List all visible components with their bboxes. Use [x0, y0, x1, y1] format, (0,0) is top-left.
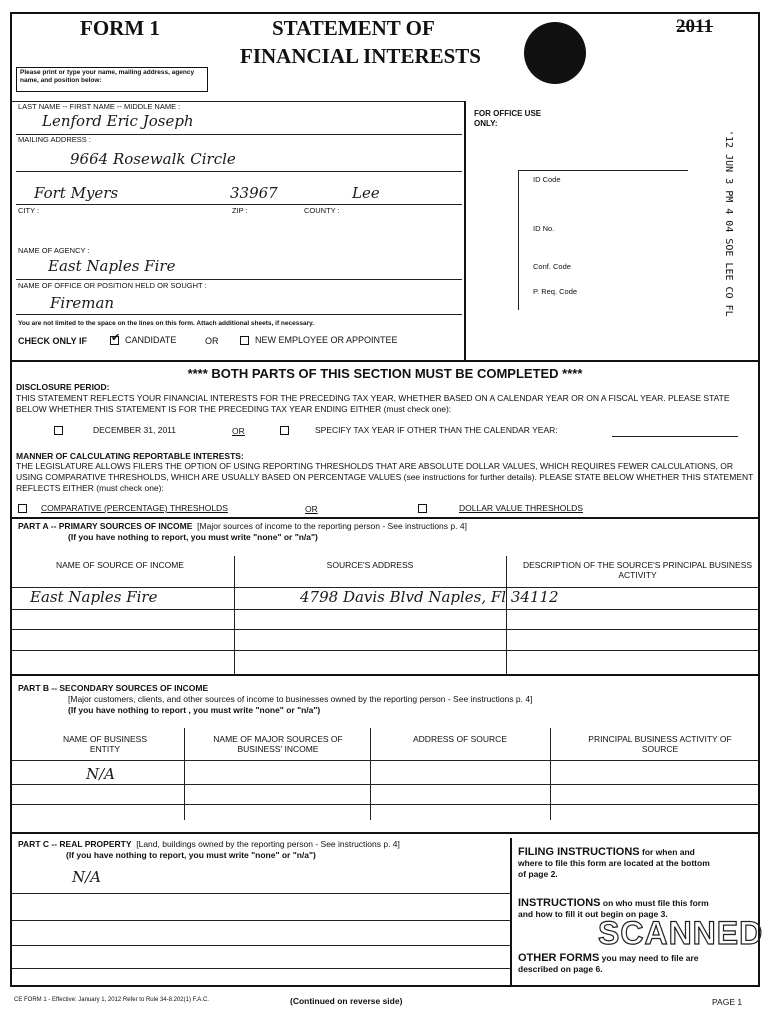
- office-line: [16, 314, 462, 315]
- instructions-title: INSTRUCTIONS: [518, 897, 601, 909]
- part-b-col-entity: NAME OF BUSINESS ENTITY: [62, 734, 148, 754]
- candidate-checkbox[interactable]: [110, 332, 121, 345]
- address-line: [16, 171, 462, 172]
- part-b-col-address: ADDRESS OF SOURCE: [413, 734, 507, 744]
- manner-title: MANNER OF CALCULATING REPORTABLE INTERESTS:: [16, 451, 244, 461]
- col-divider: [184, 728, 185, 820]
- id-code-label: ID Code: [533, 175, 561, 184]
- id-no-label: ID No.: [533, 224, 555, 233]
- part-c-row1[interactable]: N/A: [72, 868, 102, 886]
- dec31-label: DECEMBER 31, 2011: [93, 425, 176, 435]
- county-label: COUNTY :: [304, 206, 340, 215]
- page-number: PAGE 1: [712, 997, 743, 1007]
- scanned-stamp: SCANNED: [598, 915, 764, 951]
- part-a-col-name: NAME OF SOURCE OF INCOME: [56, 560, 184, 570]
- office-use-label: FOR OFFICE USE ONLY:: [474, 109, 542, 128]
- other-forms-title: OTHER FORMS: [518, 952, 600, 964]
- comparative-option[interactable]: [18, 503, 228, 513]
- other-forms-text: you may need to file are described on page 6.: [518, 953, 699, 974]
- address-value[interactable]: 9664 Rosewalk Circle: [70, 150, 236, 168]
- space-note: You are not limited to the space on the lines on this form. Attach additional sheets, if necessary.: [18, 320, 315, 327]
- p-req-code-label: P. Req. Code: [533, 287, 578, 296]
- part-b-note1: [Major customers, clients, and other sources of income to businesses owned by the reporting person - See instructions p. 4]: [68, 694, 533, 704]
- zip-label: ZIP :: [232, 206, 248, 215]
- part-c-title-row: [18, 839, 400, 849]
- col-divider: [234, 556, 235, 674]
- manner-text: THE LEGISLATURE ALLOWS FILERS THE OPTION OF USING REPORTING THRESHOLDS THAT ARE ABSOLUTE DOLLAR VALUES, WHICH REQUIRES FEWER CALCULATIONS, OR USING COMPARATIVE THRESHOLDS, WHICH ARE USUALLY BASED ON PERCENTAGE VALUES (see instructions for further details). PLEASE STATE BELOW WHETHER THIS STATEMENT REFLECTS EITHER (must check one):: [16, 461, 754, 493]
- footer-form-ref: CE FORM 1 - Effective: January 1, 2012 Refer to Rule 34-8.202(1) F.A.C.: [14, 997, 209, 1003]
- part-b-title: PART B -- SECONDARY SOURCES OF INCOME: [18, 683, 209, 693]
- dec31-checkbox[interactable]: [54, 426, 63, 435]
- form-title-line1: STATEMENT OF: [272, 16, 435, 40]
- city-label: CITY :: [18, 206, 40, 215]
- col-divider: [506, 556, 507, 674]
- section-divider: [12, 517, 758, 519]
- specify-label: SPECIFY TAX YEAR IF OTHER THAN THE CALENDAR YEAR:: [315, 425, 558, 435]
- mailing-label: MAILING ADDRESS :: [18, 135, 91, 144]
- disclosure-text: THIS STATEMENT REFLECTS YOUR FINANCIAL INTERESTS FOR THE PRECEDING TAX YEAR, WHETHER BASED ON A CALENDAR YEAR OR ON A FISCAL YEAR. PLEASE STATE BELOW WHETHER THIS STATEMENT IS FOR THE PRECEDING TAX YEAR ENDING EITHER (must check one):: [16, 393, 730, 414]
- filing-box-border: [510, 838, 512, 986]
- city-value[interactable]: Fort Myers: [34, 184, 119, 202]
- agency-label: NAME OF AGENCY :: [18, 246, 90, 255]
- agency-line: [16, 279, 462, 280]
- specify-tax-year-option[interactable]: [280, 425, 558, 435]
- part-c-title: PART C -- REAL PROPERTY: [18, 839, 132, 849]
- office-label: NAME OF OFFICE OR POSITION HELD OR SOUGHT :: [18, 281, 207, 290]
- redaction-mark: [524, 22, 586, 84]
- print-note: Please print or type your name, mailing address, agency name, and position below:: [20, 69, 195, 84]
- continued-note: (Continued on reverse side): [290, 996, 403, 1006]
- dollar-label: DOLLAR VALUE THRESHOLDS: [459, 503, 583, 513]
- part-a-subnote: (If you have nothing to report, you must write "none" or "n/a"): [68, 532, 318, 542]
- row-line: [12, 609, 758, 610]
- instructions-text: on who must file this form and how to fill it out begin on page 3.: [518, 898, 709, 919]
- section-divider: [12, 832, 758, 834]
- check-mark-icon: ✔: [111, 332, 121, 345]
- office-use-frame: [518, 170, 688, 171]
- part-b-row1[interactable]: N/A: [86, 765, 116, 783]
- comparative-label: COMPARATIVE (PERCENTAGE) THRESHOLDS: [41, 503, 228, 513]
- form-number: FORM 1: [80, 16, 160, 40]
- row-line: [12, 784, 758, 785]
- part-b-col-activity: PRINCIPAL BUSINESS ACTIVITY OF SOURCE: [588, 734, 732, 754]
- col-divider: [370, 728, 371, 820]
- form-title-line2: FINANCIAL INTERESTS: [240, 44, 481, 68]
- candidate-label: CANDIDATE: [125, 335, 177, 345]
- divider: [464, 101, 466, 360]
- part-a-row1-name[interactable]: East Naples Fire: [30, 588, 158, 606]
- county-value[interactable]: Lee: [352, 184, 380, 202]
- part-a-title-row: [18, 521, 467, 531]
- agency-value[interactable]: East Naples Fire: [48, 257, 176, 275]
- or-text: OR: [232, 426, 245, 436]
- check-only-if: CHECK ONLY IF: [18, 336, 88, 346]
- name-label: LAST NAME -- FIRST NAME -- MIDDLE NAME :: [18, 102, 181, 111]
- part-c-note: [Land, buildings owned by the reporting person - See instructions p. 4]: [136, 839, 400, 849]
- part-a-title: PART A -- PRIMARY SOURCES OF INCOME: [18, 521, 193, 531]
- part-b-note2: (If you have nothing to report , you must write "none" or "n/a"): [68, 705, 321, 715]
- city-line: [16, 204, 462, 205]
- both-parts-heading: **** BOTH PARTS OF THIS SECTION MUST BE COMPLETED ****: [187, 366, 583, 381]
- or-text: OR: [205, 336, 219, 346]
- row-line: [12, 945, 510, 946]
- dollar-checkbox[interactable]: [418, 504, 427, 513]
- part-a-col-description: DESCRIPTION OF THE SOURCE'S PRINCIPAL BUSINESS ACTIVITY: [522, 560, 753, 580]
- filing-instructions: [518, 847, 718, 880]
- part-c-subnote: (If you have nothing to report, you must write "none" or "n/a"): [66, 850, 316, 860]
- part-a-note: [Major sources of income to the reporting person - See instructions p. 4]: [197, 521, 467, 531]
- or-text: OR: [305, 504, 318, 514]
- candidate-option[interactable]: [110, 332, 177, 345]
- print-note-box: [16, 67, 208, 92]
- form-year: 2011: [676, 16, 713, 37]
- specify-checkbox[interactable]: [280, 426, 289, 435]
- new-employee-option[interactable]: [240, 335, 398, 345]
- received-stamp: '12 JUN 3 PM 4 04 SOE LEE CO FL: [723, 130, 734, 317]
- col-divider: [550, 728, 551, 820]
- conf-code-label: Conf. Code: [533, 262, 571, 271]
- disclosure-title: DISCLOSURE PERIOD:: [16, 382, 110, 392]
- new-employee-checkbox[interactable]: [240, 336, 249, 345]
- zip-value[interactable]: 33967: [230, 184, 278, 202]
- name-value[interactable]: Lenford Eric Joseph: [42, 112, 194, 130]
- filing-text: for when and where to file this form are located at the bottom of page 2.: [518, 847, 710, 879]
- specify-field-line[interactable]: [612, 436, 738, 437]
- row-line: [12, 650, 758, 651]
- office-use-frame: [518, 170, 519, 310]
- dollar-option[interactable]: [418, 503, 583, 513]
- part-a-col-address: SOURCE'S ADDRESS: [326, 560, 414, 570]
- row-line: [12, 968, 510, 969]
- new-employee-label: NEW EMPLOYEE OR APPOINTEE: [255, 335, 398, 345]
- part-b-col-sources: NAME OF MAJOR SOURCES OF BUSINESS' INCOME: [213, 734, 343, 754]
- row-line: [12, 760, 758, 761]
- comparative-checkbox[interactable]: [18, 504, 27, 513]
- row-line: [12, 893, 510, 894]
- other-forms-instructions: [518, 953, 718, 975]
- section-divider: [12, 360, 758, 362]
- office-value[interactable]: Fireman: [50, 294, 115, 312]
- row-line: [12, 804, 758, 805]
- part-a-row1-address[interactable]: 4798 Davis Blvd Naples, Fl 34112: [300, 588, 559, 606]
- dec31-option[interactable]: [54, 425, 176, 435]
- filing-title: FILING INSTRUCTIONS: [518, 846, 640, 858]
- row-line: [12, 920, 510, 921]
- row-line: [12, 629, 758, 630]
- section-divider: [12, 674, 758, 676]
